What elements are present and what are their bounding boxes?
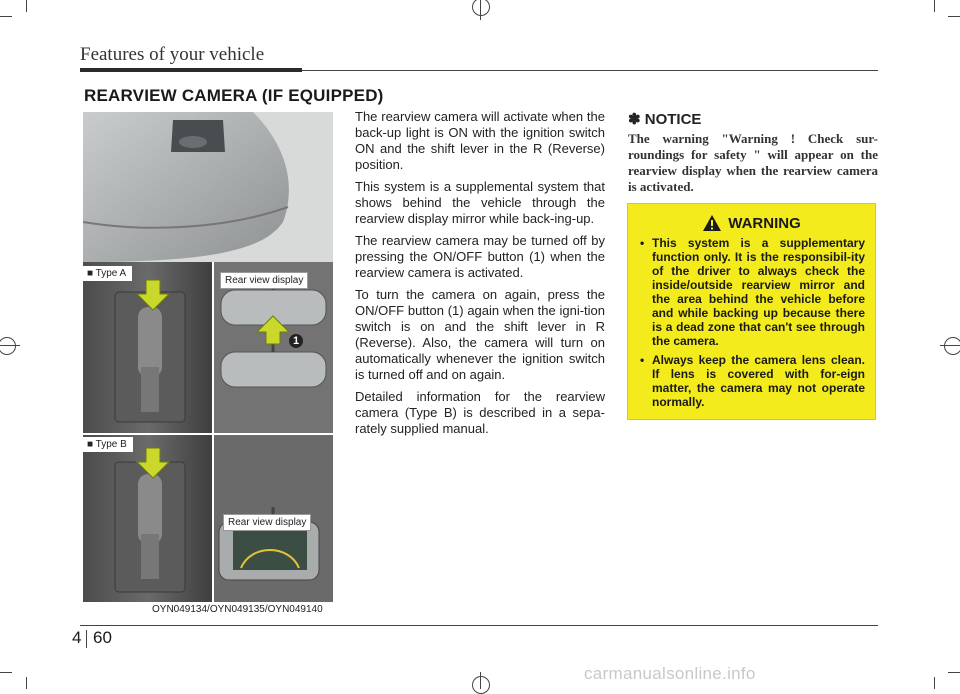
crop-mark xyxy=(934,0,935,12)
watermark: carmanualsonline.info xyxy=(584,664,756,683)
body-paragraph: The rearview camera will activate when the back-up light is ON with the ignition switch ON and the shift lever in the R (Reverse) position. xyxy=(355,109,605,172)
notice-block xyxy=(628,110,878,195)
crop-mark xyxy=(940,345,960,346)
button-number-badge: 1 xyxy=(289,334,303,348)
crop-mark xyxy=(934,677,935,689)
crop-mark xyxy=(0,16,12,17)
warning-box xyxy=(627,203,876,420)
crop-mark xyxy=(26,677,27,689)
rear-view-display-callout-b: Rear view display xyxy=(223,514,311,531)
body-text xyxy=(355,109,605,443)
header-rule-thin xyxy=(302,70,878,71)
crop-mark xyxy=(26,0,27,12)
registration-mark-icon xyxy=(0,337,16,355)
warning-title: WARNING xyxy=(728,214,801,232)
rear-view-display-callout-a: Rear view display xyxy=(220,272,308,289)
warning-list xyxy=(638,236,865,409)
crop-mark xyxy=(480,0,481,20)
crop-mark xyxy=(948,16,960,17)
body-paragraph: This system is a supplemental system that shows behind the vehicle through the rearview display mirror while back-ing-up. xyxy=(355,179,605,226)
footer-divider xyxy=(86,630,87,648)
body-paragraph: The rearview camera may be turned off by pressing the ON/OFF button (1) when the rearview camera is activated. xyxy=(355,233,605,280)
type-b-label: ■ Type B xyxy=(83,437,133,452)
notice-text: The warning "Warning ! Check sur-roundings for safety " will appear on the rearview display when the rearview camera is activated. xyxy=(628,131,878,194)
rearview-camera-illustration xyxy=(83,112,333,602)
crop-mark xyxy=(948,672,960,673)
crop-mark xyxy=(0,672,12,673)
notice-title: ✽ NOTICE xyxy=(628,111,702,128)
section-title: REARVIEW CAMERA (IF EQUIPPED) xyxy=(84,86,384,105)
warning-item: • This system is a supplementary function only. It is the responsibil-ity of the driver to always check the inside/outside rearview mirror and the area behind the vehicle before and while backing up because there is a dead zone that can't see through the camera. xyxy=(638,236,865,348)
header-rule-bold xyxy=(80,68,302,72)
body-paragraph: Detailed information for the rearview camera (Type B) is described in a sepa-rately supplied manual. xyxy=(355,389,605,436)
type-a-label: ■ Type A xyxy=(83,266,132,281)
page-number: 60 xyxy=(93,628,112,647)
registration-mark-icon xyxy=(472,0,490,16)
crop-mark xyxy=(480,672,481,689)
warning-triangle-icon xyxy=(702,214,722,232)
warning-item: • Always keep the camera lens clean. If lens is covered with for-eign matter, the camera may not operate normally. xyxy=(638,353,865,409)
figure-caption: OYN049134/OYN049135/OYN049140 xyxy=(152,604,323,615)
footer-rule xyxy=(80,625,878,626)
registration-mark-icon xyxy=(472,676,490,694)
page-header-title: Features of your vehicle xyxy=(80,44,265,65)
chapter-number: 4 xyxy=(72,628,82,647)
crop-mark xyxy=(0,345,20,346)
body-paragraph: To turn the camera on again, press the ON/OFF button (1) again when the igni-tion switch is on and the shift lever in R (Reverse). Also, the camera will turn on automatically whenever the ignition switch is turned off and on again. xyxy=(355,287,605,382)
warning-header xyxy=(638,214,865,232)
registration-mark-icon xyxy=(944,337,960,355)
